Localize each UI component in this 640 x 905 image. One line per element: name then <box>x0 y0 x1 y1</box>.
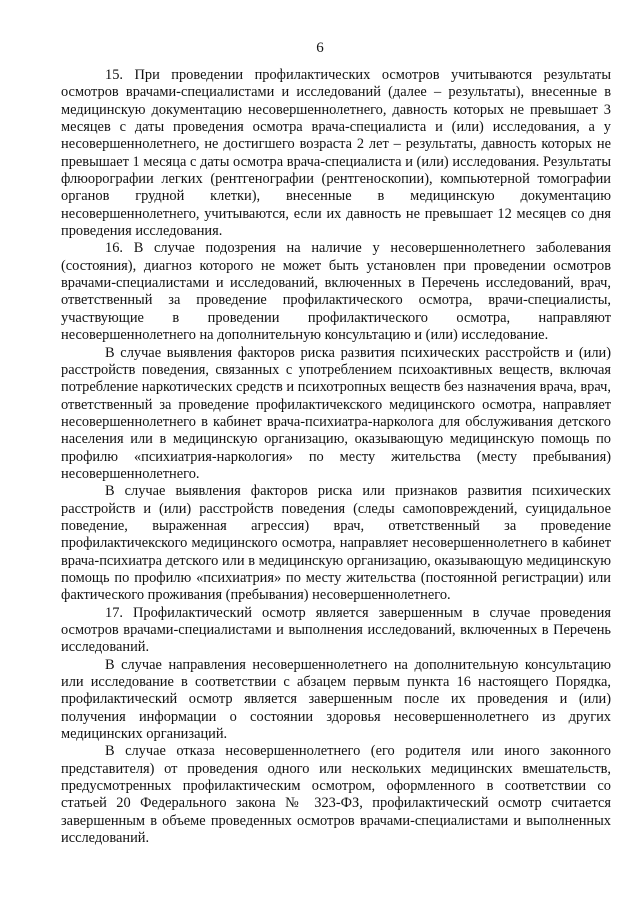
page-number: 6 <box>316 40 324 56</box>
paragraph-16-psychoactive: В случае выявления факторов риска развития психических расстройств и (или) расстройств поведения, связанных с употреблением психоактивных веществ, включая потребление наркотических средств и психотропных веществ без назначения врача, врач, ответственный за проведение профилактичекского медицинского осмотра, направляет несовершеннолетнего в кабинет врача-психиатра-нарколога для обслуживания детского населения или в медицинскую организацию, оказывающую медицинскую помощь по профилю «психиатрия-наркология» по месту жительства (месту пребывания) несовершеннолетнего. <box>61 344 611 482</box>
paragraph-17-additional: В случае направления несовершеннолетнего на дополнительную консультацию или исследование в соответствии с абзацем первым пункта 16 настоящего Порядка, профилактический осмотр является завершенным после их проведения и (или) получения информации о состоянии здоровья несовершеннолетнего из других медицинских организаций. <box>61 656 611 743</box>
paragraph-17-refusal: В случае отказа несовершеннолетнего (его родителя или иного законного представителя) от проведения одного или нескольких медицинских вмешательств, предусмотренных профилактическим осмотром, оформленного в соответствии со статьей 20 Федерального закона № 323-ФЗ, профилактический осмотр считается завершенным в объеме проведенных осмотров врачами-специалистами и выполненных исследований. <box>61 743 611 847</box>
paragraph-16: 16. В случае подозрения на наличие у несовершеннолетнего заболевания (состояния), диагноз которого не может быть установлен при проведении осмотров врачами-специалистами и исследований, включенных в Перечень исследований, врач, ответственный за проведение профилактического осмотра, врачи-специалисты, участвующие в проведении профилактического осмотра, направляют несовершеннолетнего на дополнительную консультацию и (или) исследование. <box>61 240 611 344</box>
document-body <box>61 67 611 847</box>
paragraph-16-psychiatric: В случае выявления факторов риска или признаков развития психических расстройств и (или) расстройств поведения (следы самоповреждений, суицидальное поведение, выраженная агрессия) врач, ответственный за проведение профилактичекского медицинского осмотра, направляет несовершеннолетнего в кабинет врача-психиатра детского или в медицинскую организацию, оказывающую медицинскую помощь по профилю «психиатрия» по месту жительства (постоянной регистрации) или фактического проживания (пребывания) несовершеннолетнего. <box>61 483 611 604</box>
paragraph-17: 17. Профилактический осмотр является завершенным в случае проведения осмотров врачами-специалистами и выполнения исследований, включенных в Перечень исследований. <box>61 604 611 656</box>
paragraph-15: 15. При проведении профилактических осмотров учитываются результаты осмотров врачами-специалистами и исследований (далее – результаты), внесенные в медицинскую документацию несовершеннолетнего, давность которых не превышает 3 месяцев с даты проведения осмотра врача-специалиста и (или) исследования, а у несовершеннолетнего, не достигшего возраста 2 лет – результаты, давность которых не превышает 1 месяца с даты осмотра врача-специалиста и (или) исследования. Результаты флюорографии легких (рентгенографии (рентгеноскопии), компьютерной томографии органов грудной клетки), внесенные в медицинскую документацию несовершеннолетнего, учитываются, если их давность не превышает 12 месяцев со дня проведения исследования. <box>61 67 611 240</box>
